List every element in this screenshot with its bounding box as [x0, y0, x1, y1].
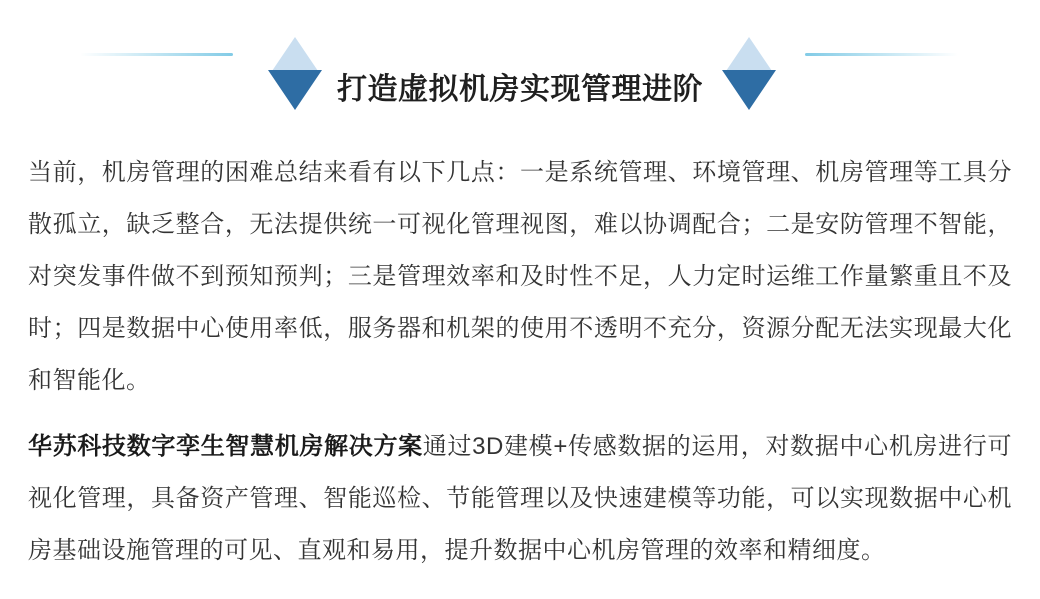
diamond-icon-right — [722, 37, 776, 110]
paragraph-2-text: 通过3D建模+传感数据的运用，对数据中心机房进行可视化管理，具备资产管理、智能巡检、节能管理以及快速建模等功能，可以实现数据中心机房基础设施管理的可见、直观和易用，提升数据中心机房管理的效率和精细度。 — [28, 433, 1012, 564]
paragraph-1: 当前，机房管理的困难总结来看有以下几点：一是系统管理、环境管理、机房管理等工具分散孤立，缺乏整合，无法提供统一可视化管理视图，难以协调配合；二是安防管理不智能，对突发事件做不到预知预判；三是管理效率和及时性不足，人力定时运维工作量繁重且不及时；四是数据中心使用率低，服务器和机架的使用不透明不充分，资源分配无法实现最大化和智能化。 — [28, 159, 1012, 394]
paragraph-2 — [28, 421, 1012, 577]
solution-name-bold: 华苏科技数字孪生智慧机房解决方案 — [28, 433, 423, 460]
article-body — [0, 147, 1040, 577]
title-banner — [0, 0, 1040, 140]
diamond-top-triangle — [272, 37, 318, 71]
divider-line-left — [80, 53, 233, 56]
diamond-icon-left — [268, 37, 322, 110]
diamond-top-triangle — [726, 37, 772, 71]
divider-line-right — [805, 53, 958, 56]
diamond-bottom-triangle — [268, 70, 322, 110]
diamond-bottom-triangle — [722, 70, 776, 110]
page-title: 打造虚拟机房实现管理进阶 — [337, 73, 703, 107]
